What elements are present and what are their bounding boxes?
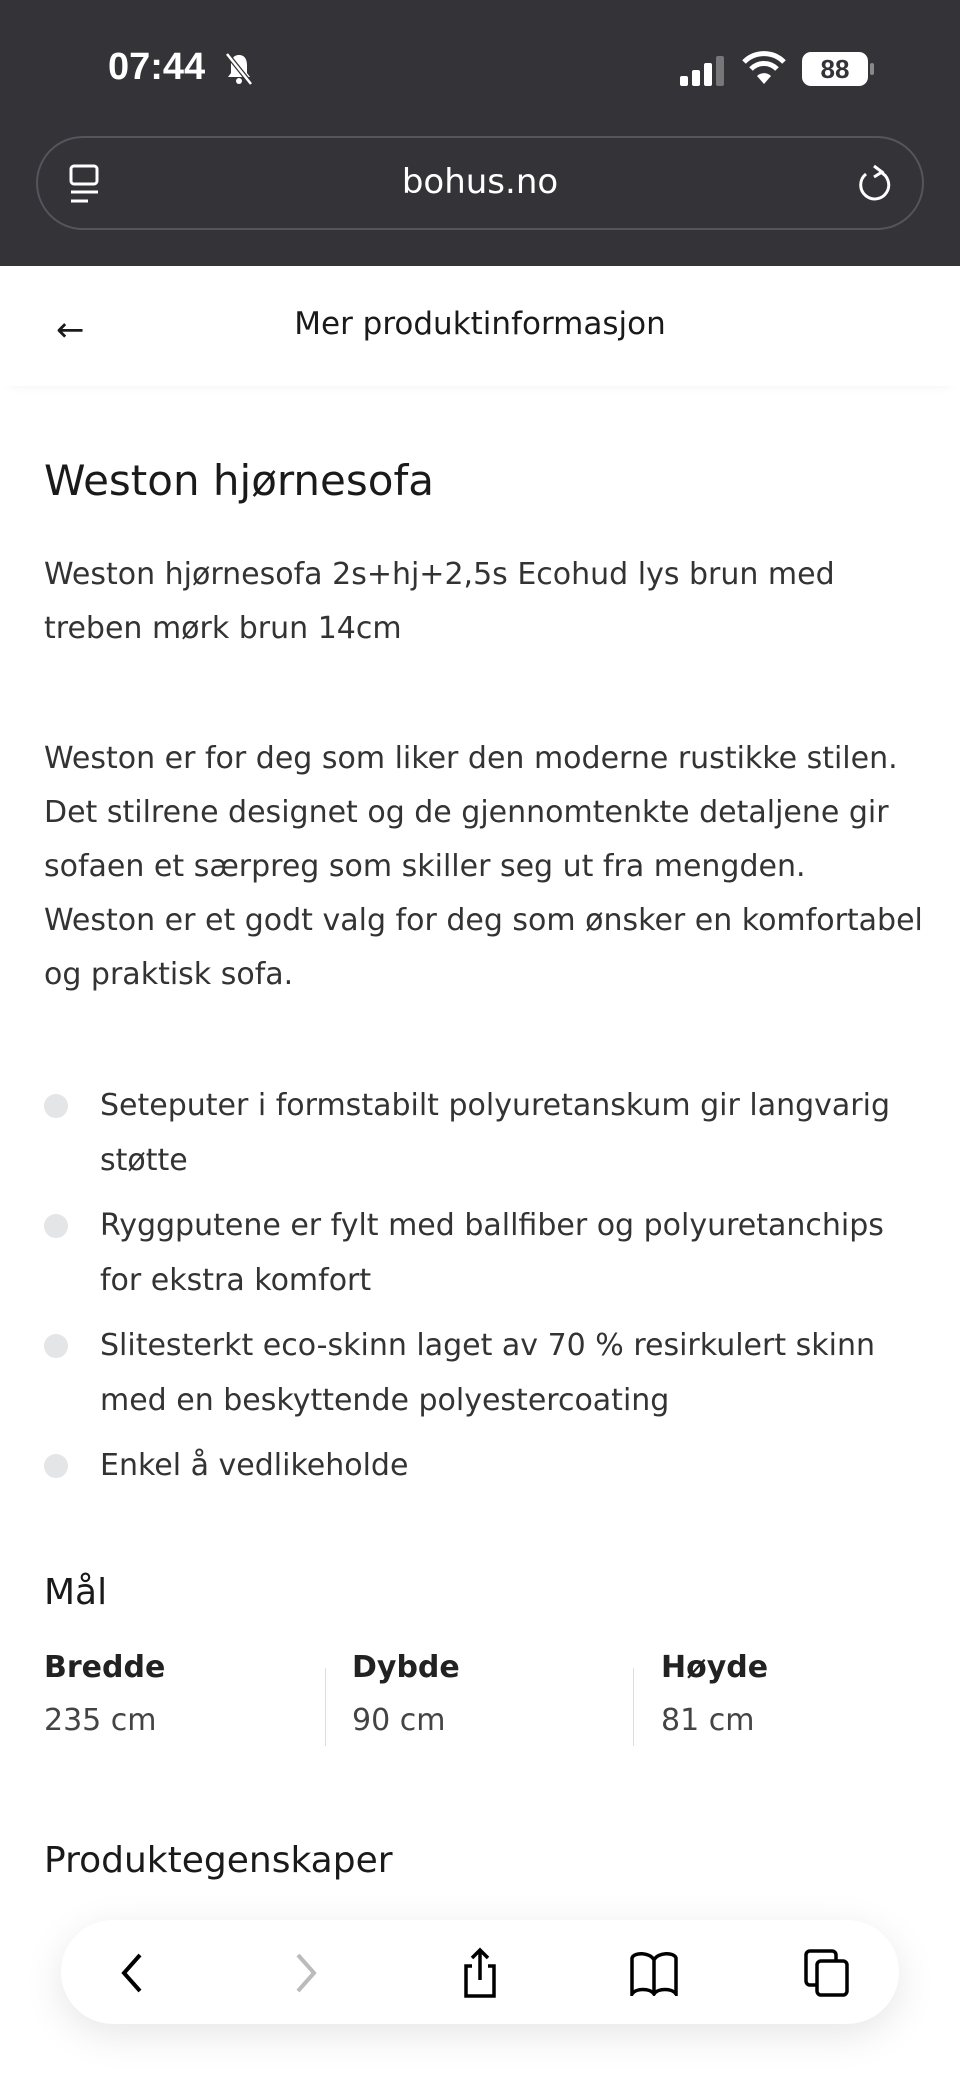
chevron-right-icon bbox=[294, 1952, 318, 1994]
feature-list bbox=[44, 1078, 924, 1493]
address-bar[interactable] bbox=[36, 136, 924, 230]
page-header bbox=[0, 266, 960, 386]
tabs-icon bbox=[803, 1948, 853, 1998]
dimensions-table bbox=[44, 1650, 924, 1750]
silent-bell-icon bbox=[224, 52, 254, 86]
product-description: Weston er for deg som liker den moderne rustikke stilen. Det stilrene designet og de gjennomtenkte detaljene gir sofaen et særpreg som skiller seg ut fra mengden. Weston er et godt valg for deg som ønsker en komfortabel og praktisk sofa. bbox=[44, 741, 923, 992]
back-button[interactable] bbox=[105, 1946, 159, 2000]
forward-button[interactable] bbox=[279, 1946, 333, 2000]
divider bbox=[633, 1668, 634, 1746]
dimension-value: 81 cm bbox=[661, 1703, 755, 1738]
battery-indicator: 88 bbox=[802, 52, 868, 86]
dimension-label: Bredde bbox=[44, 1650, 166, 1685]
tabs-button[interactable] bbox=[801, 1946, 855, 2000]
list-item: Ryggputene er fylt med ballfiber og polyuretanchips for ekstra komfort bbox=[44, 1198, 924, 1308]
list-item: Slitesterkt eco-skinn laget av 70 % resirkulert skinn med en beskyttende polyestercoating bbox=[44, 1318, 924, 1428]
dimension-label: Dybde bbox=[352, 1650, 460, 1685]
divider bbox=[325, 1668, 326, 1746]
product-title: Weston hjørnesofa bbox=[44, 456, 434, 505]
book-icon bbox=[629, 1950, 679, 1996]
url-text[interactable]: bohus.no bbox=[401, 162, 559, 202]
dimension-label: Høyde bbox=[661, 1650, 769, 1685]
back-arrow-icon[interactable]: ← bbox=[56, 310, 85, 350]
properties-heading: Produktegenskaper bbox=[44, 1840, 393, 1881]
browser-chrome bbox=[0, 0, 960, 266]
chevron-left-icon bbox=[120, 1952, 144, 1994]
signal-icon bbox=[680, 56, 728, 86]
list-item: Enkel å vedlikeholde bbox=[44, 1438, 924, 1493]
status-time: 07:44 bbox=[108, 46, 206, 88]
share-button[interactable] bbox=[453, 1946, 507, 2000]
list-item: Seteputer i formstabilt polyuretanskum gir langvarig støtte bbox=[44, 1078, 924, 1188]
page-title: Mer produktinformasjon bbox=[294, 306, 666, 342]
dimension-value: 235 cm bbox=[44, 1703, 157, 1738]
dimensions-heading: Mål bbox=[44, 1572, 108, 1613]
wifi-icon bbox=[742, 50, 786, 86]
browser-toolbar bbox=[61, 1920, 899, 2024]
share-icon bbox=[460, 1946, 500, 2000]
product-subtitle: Weston hjørnesofa 2s+hj+2,5s Ecohud lys brun med treben mørk brun 14cm bbox=[44, 557, 835, 646]
reload-icon[interactable] bbox=[854, 162, 894, 206]
dimension-value: 90 cm bbox=[352, 1703, 446, 1738]
bookmarks-button[interactable] bbox=[627, 1946, 681, 2000]
